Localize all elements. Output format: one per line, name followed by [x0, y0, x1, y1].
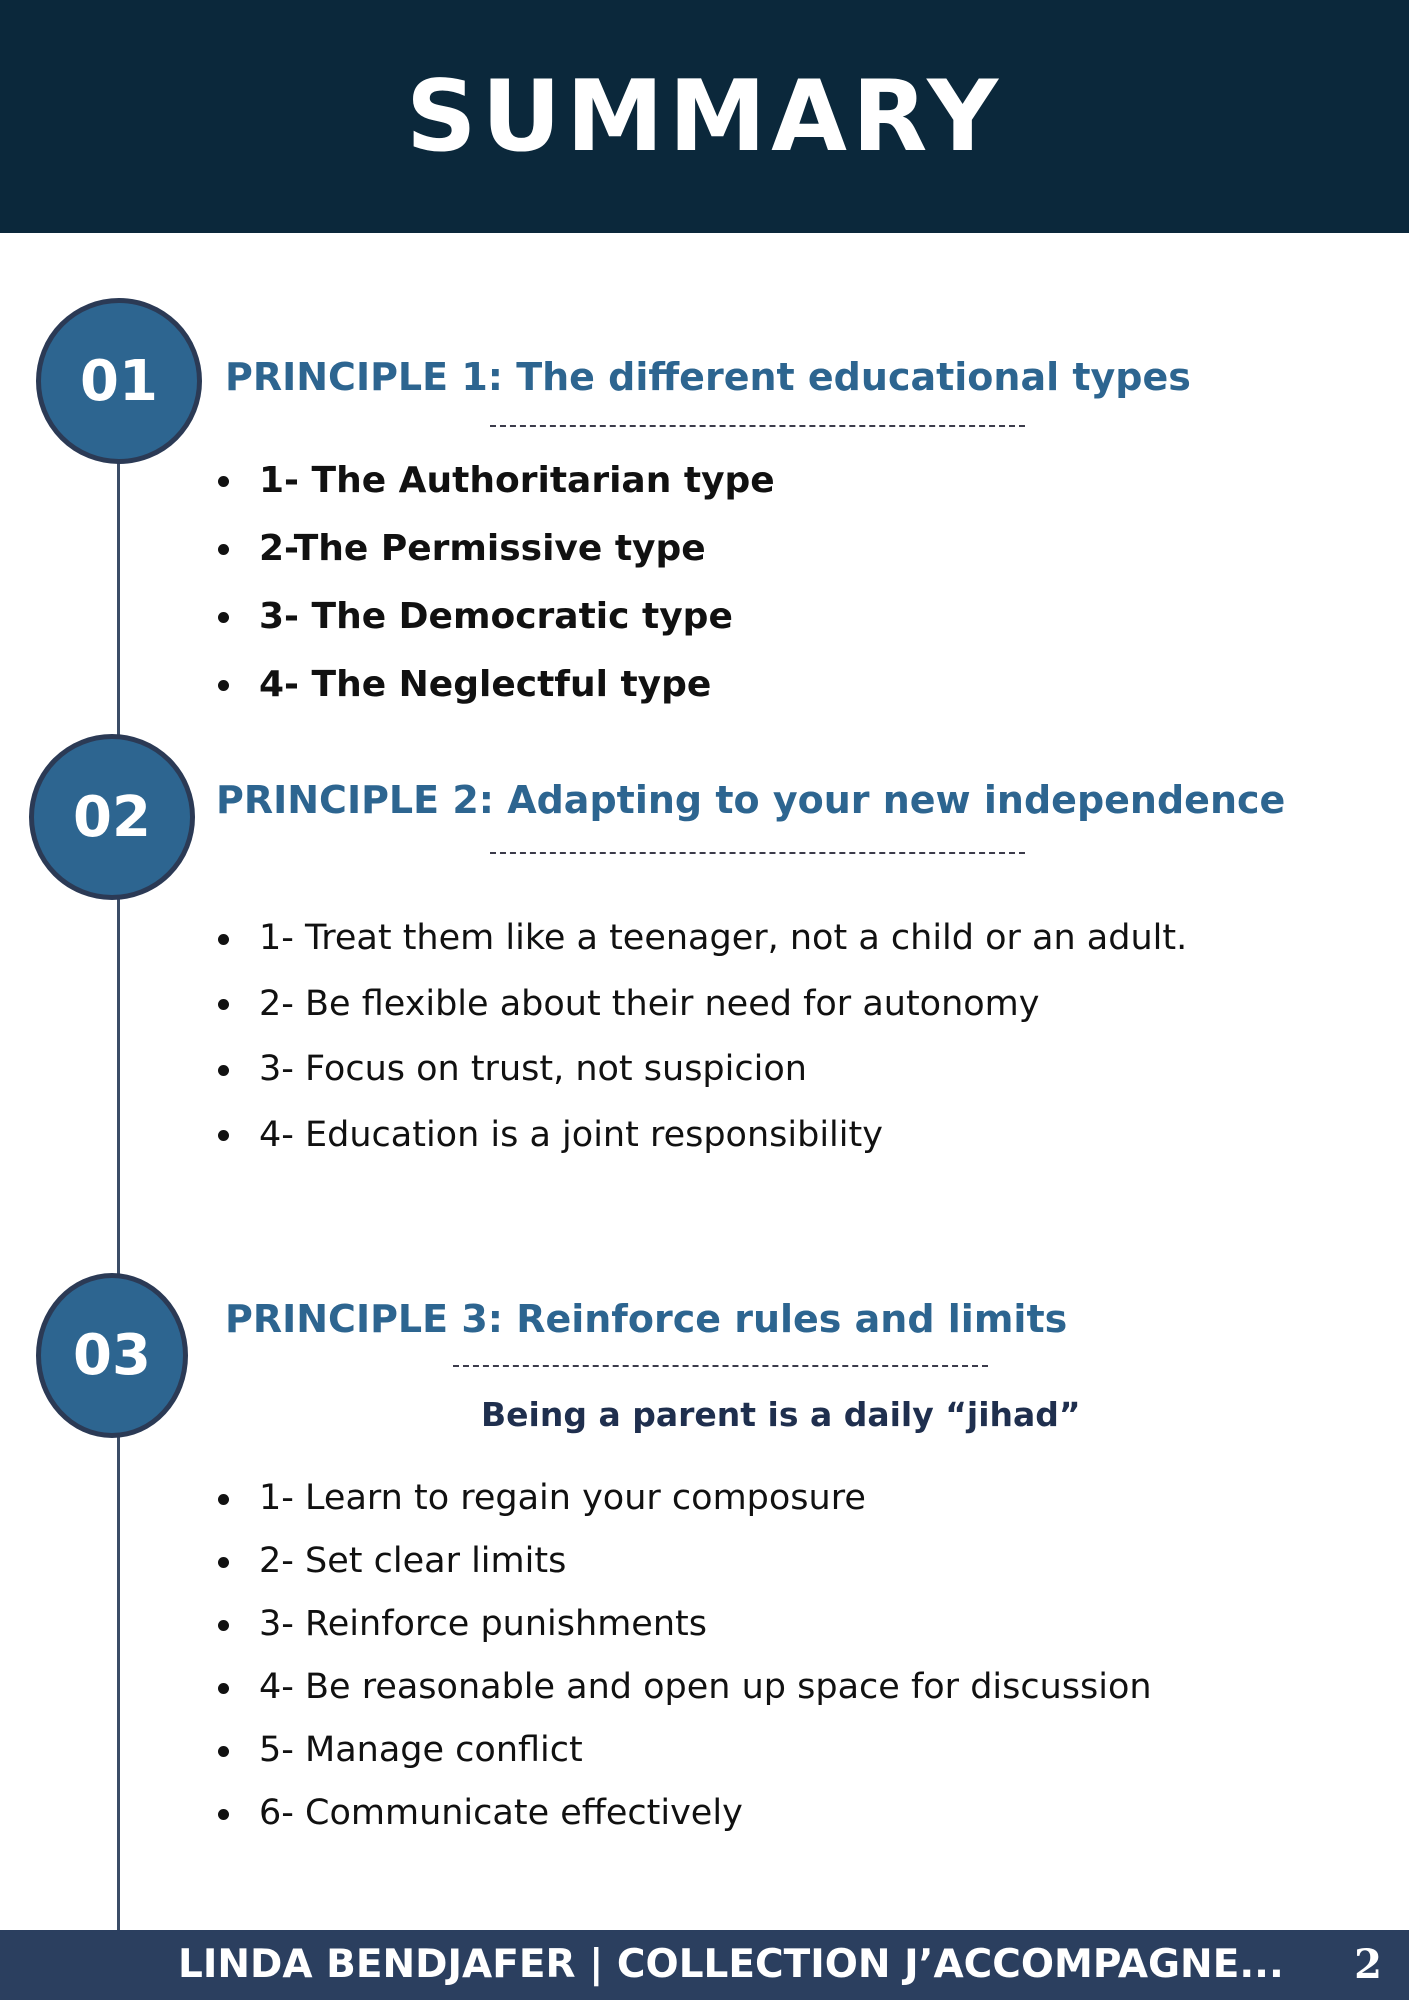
section-3-list: [218, 1467, 1152, 1845]
list-item: 1- Learn to regain your composure: [218, 1467, 1152, 1530]
section-1-divider: [490, 425, 1025, 427]
list-item: 3- The Democratic type: [218, 583, 775, 651]
section-2-number-badge: 02: [29, 734, 195, 900]
list-item: 1- The Authoritarian type: [218, 447, 775, 515]
section-3-subtitle: Being a parent is a daily “jihad”: [481, 1395, 1081, 1434]
list-item: 5- Manage conflict: [218, 1719, 1152, 1782]
timeline-line: [117, 380, 120, 1935]
list-item: 1- Treat them like a teenager, not a child or an adult.: [218, 906, 1187, 972]
list-item: 4- Education is a joint responsibility: [218, 1103, 1187, 1169]
section-2-list: [218, 906, 1187, 1168]
section-1-title: PRINCIPLE 1: The different educational types: [225, 355, 1191, 399]
section-3-number-badge: 03: [36, 1273, 188, 1438]
footer-bar: [0, 1930, 1409, 2000]
section-1-number-badge: 01: [36, 298, 202, 464]
list-item: 4- Be reasonable and open up space for discussion: [218, 1656, 1152, 1719]
footer-author-collection: LINDA BENDJAFER | COLLECTION J’ACCOMPAGNE...: [178, 1942, 1284, 1987]
section-2-title: PRINCIPLE 2: Adapting to your new independence: [216, 778, 1286, 822]
section-3-title: PRINCIPLE 3: Reinforce rules and limits: [225, 1297, 1068, 1341]
list-item: 6- Communicate effectively: [218, 1782, 1152, 1845]
list-item: 4- The Neglectful type: [218, 651, 775, 719]
list-item: 2- Be flexible about their need for autonomy: [218, 972, 1187, 1038]
list-item: 2- Set clear limits: [218, 1530, 1152, 1593]
page-title: SUMMARY: [405, 59, 1004, 174]
list-item: 3- Focus on trust, not suspicion: [218, 1037, 1187, 1103]
list-item: 3- Reinforce punishments: [218, 1593, 1152, 1656]
section-1-list: [218, 447, 775, 719]
section-3-divider: [453, 1365, 988, 1367]
header-banner: [0, 0, 1409, 233]
list-item: 2-The Permissive type: [218, 515, 775, 583]
page-number: 2: [1354, 1941, 1382, 1988]
section-2-divider: [490, 852, 1025, 854]
